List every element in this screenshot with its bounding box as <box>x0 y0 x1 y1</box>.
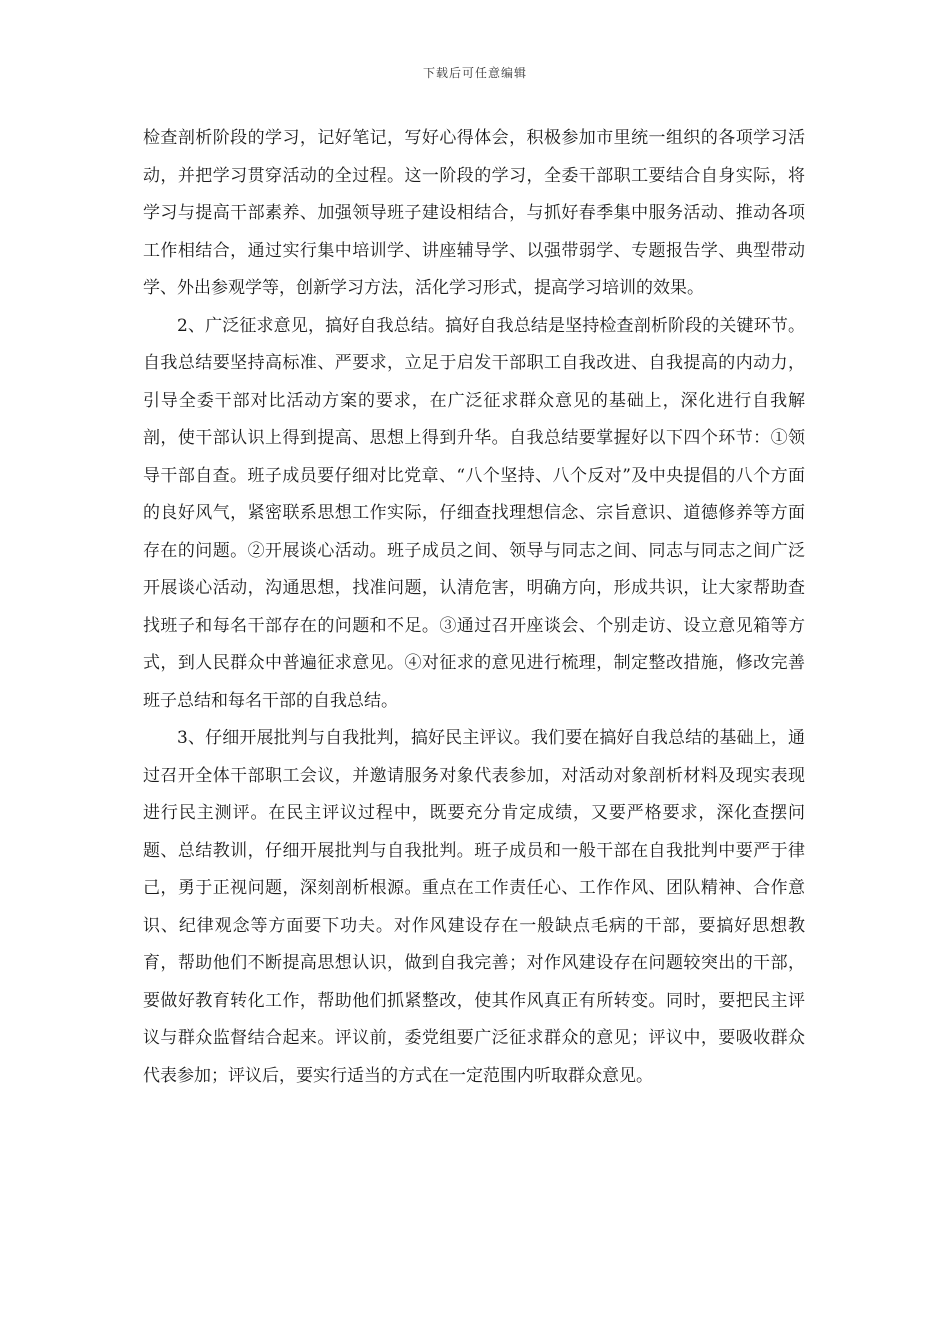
document-body <box>143 120 805 1095</box>
paragraph-item-2: 2、广泛征求意见，搞好自我总结。搞好自我总结是坚持检查剖析阶段的关键环节。自我总结要坚持高标准、严要求，立足于启发干部职工自我改进、自我提高的内动力，引导全委干部对比活动方案的要求，在广泛征求群众意见的基础上，深化进行自我解剖，使干部认识上得到提高、思想上得到升华。自我总结要掌握好以下四个环节：①领导干部自查。班子成员要仔细对比党章、“八个坚持、八个反对”及中央提倡的八个方面的良好风气，紧密联系思想工作实际，仔细查找理想信念、宗旨意识、道德修养等方面存在的问题。②开展谈心活动。班子成员之间、领导与同志之间、同志与同志之间广泛开展谈心活动，沟通思想，找准问题，认清危害，明确方向，形成共识，让大家帮助查找班子和每名干部存在的问题和不足。③通过召开座谈会、个别走访、设立意见箱等方式，到人民群众中普遍征求意见。④对征求的意见进行梳理，制定整改措施，修改完善班子总结和每名干部的自我总结。 <box>143 315 805 711</box>
paragraph-item-3: 3、仔细开展批判与自我批判，搞好民主评议。我们要在搞好自我总结的基础上，通过召开全体干部职工会议，并邀请服务对象代表参加，对活动对象剖析材料及现实表现进行民主测评。在民主评议过程中，既要充分肯定成绩，又要严格要求，深化查摆问题、总结教训，仔细开展批判与自我批判。班子成员和一般干部在自我批判中要严于律己，勇于正视问题，深刻剖析根源。重点在工作责任心、工作作风、团队精神、合作意识、纪律观念等方面要下功夫。对作风建设存在一般缺点毛病的干部，要搞好思想教育，帮助他们不断提高思想认识，做到自我完善；对作风建设存在问题较突出的干部，要做好教育转化工作，帮助他们抓紧整改，使其作风真正有所转变。同时，要把民主评议与群众监督结合起来。评议前，委党组要广泛征求群众的意见；评议中，要吸收群众代表参加；评议后，要实行适当的方式在一定范围内听取群众意见。 <box>143 728 805 1086</box>
page-header: 下载后可任意编辑 <box>422 66 527 80</box>
paragraph-continuation: 检查剖析阶段的学习，记好笔记，写好心得体会，积极参加市里统一组织的各项学习活动，并把学习贯穿活动的全过程。这一阶段的学习，全委干部职工要结合自身实际，将学习与提高干部素养、加强领导班子建设相结合，与抓好春季集中服务活动、推动各项工作相结合，通过实行集中培训学、讲座辅导学、以强带弱学、专题报告学、典型带动学、外出参观学等，创新学习方法，活化学习形式，提高学习培训的效果。 <box>143 128 805 298</box>
